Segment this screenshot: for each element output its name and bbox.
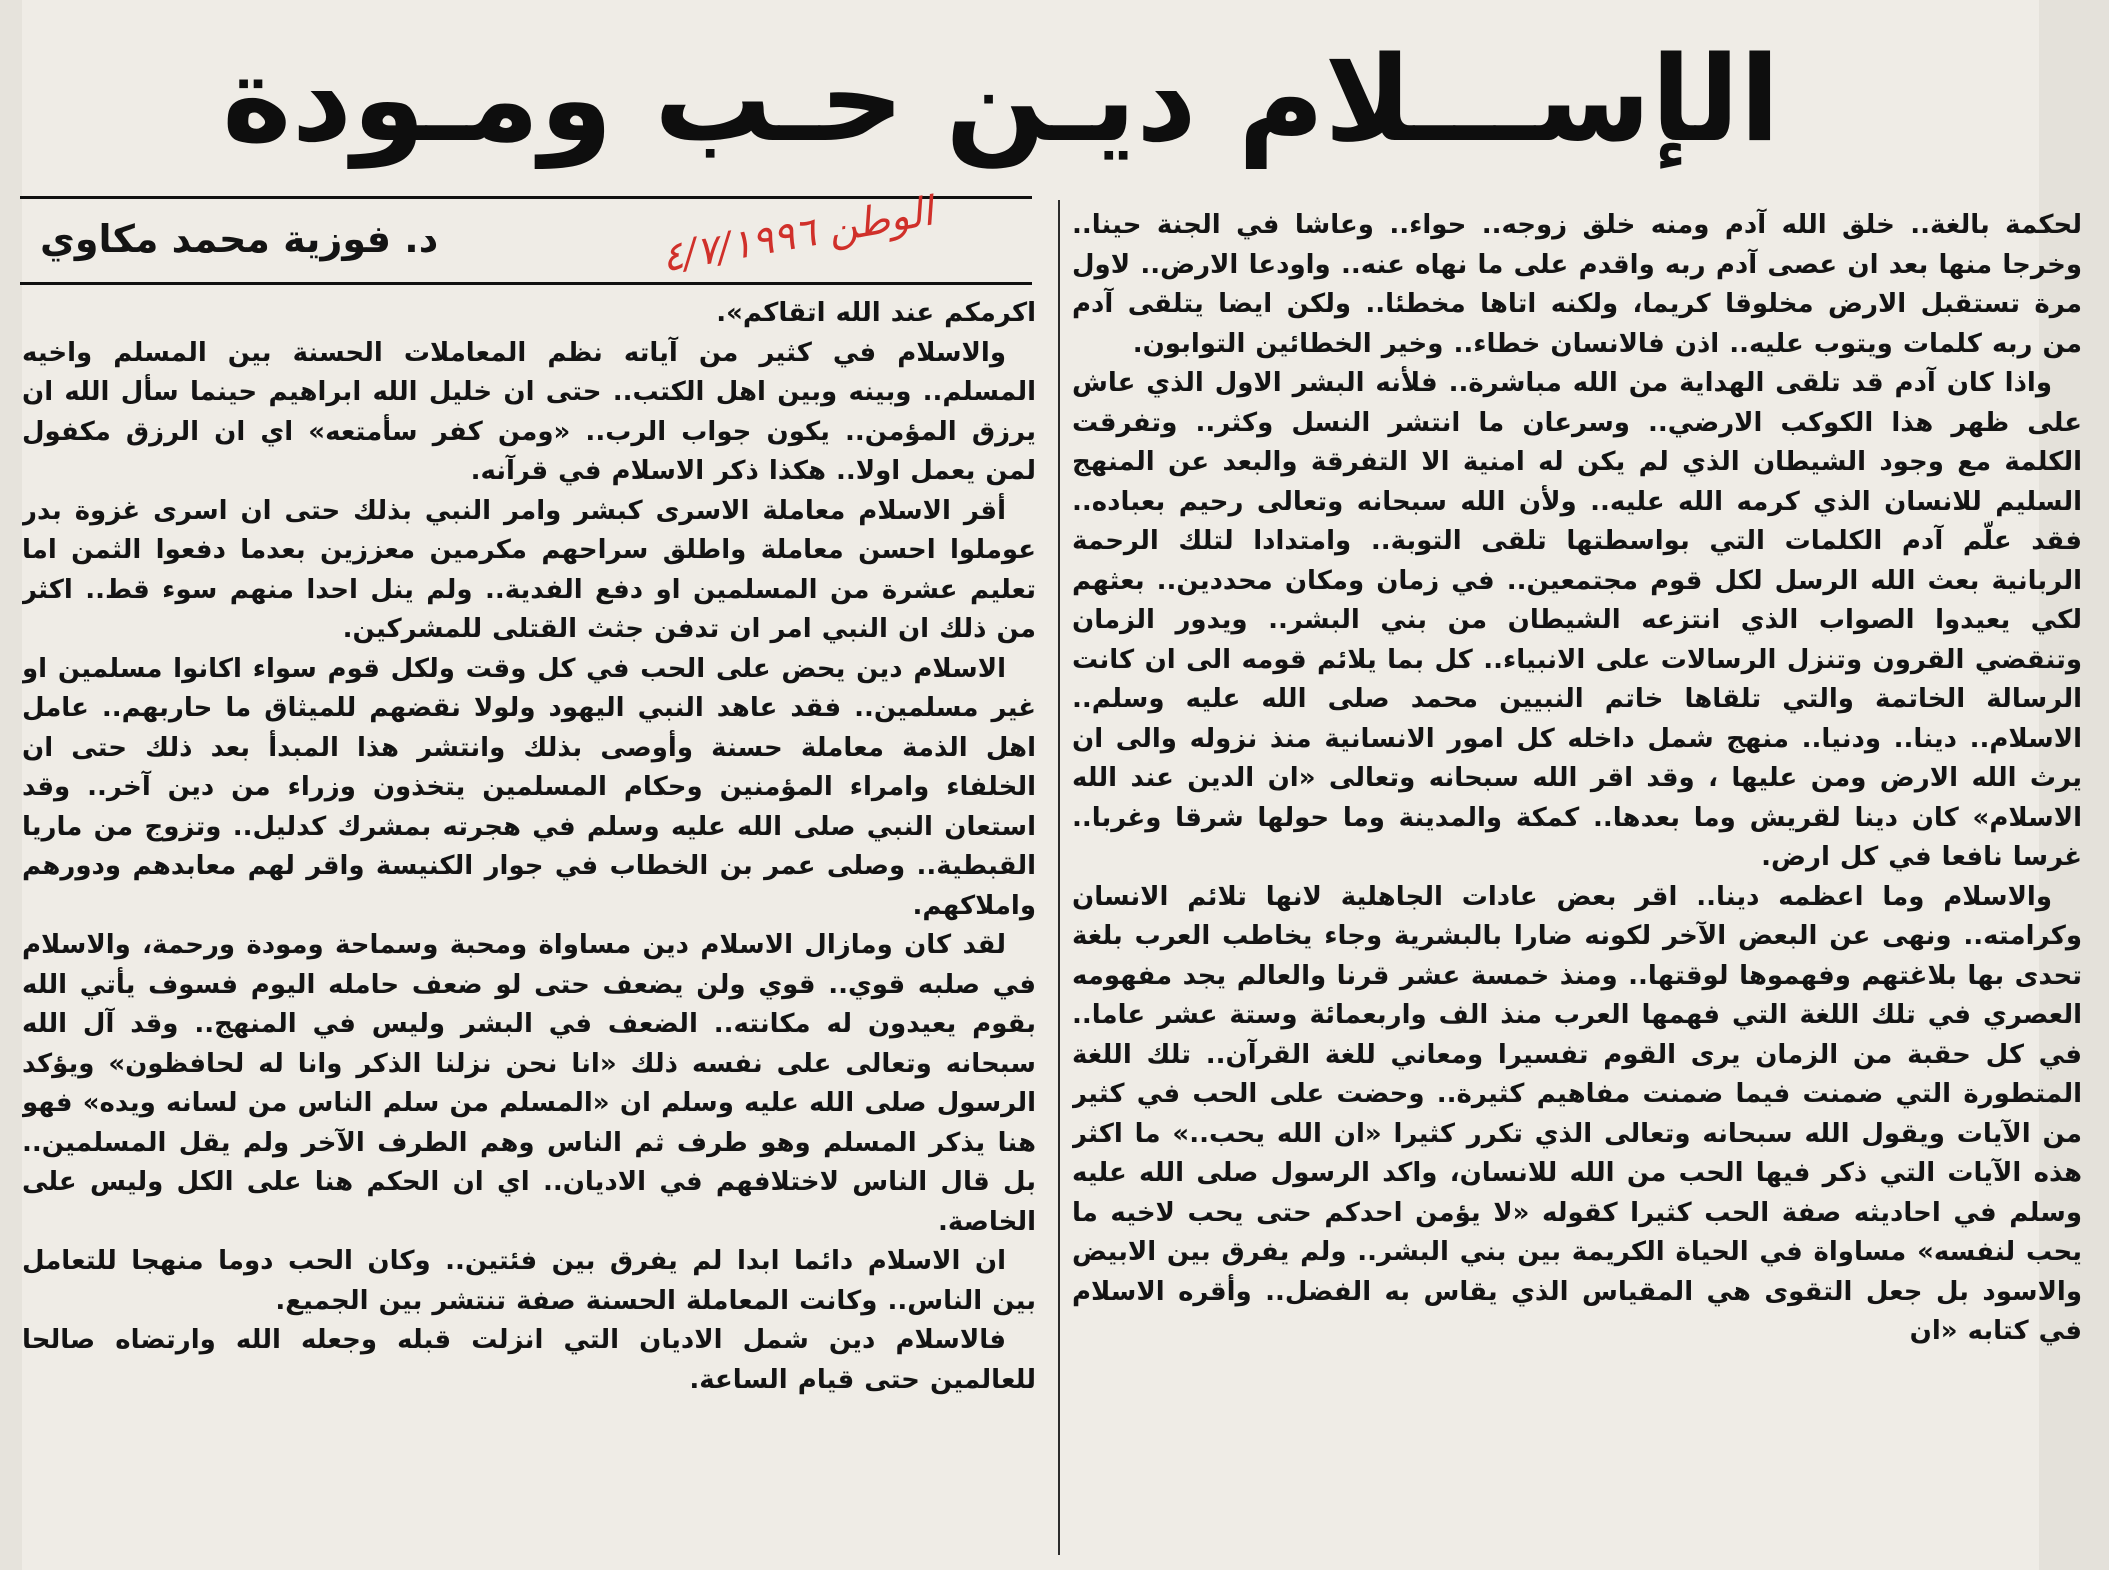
clipping-left-edge	[0, 0, 22, 1570]
article-column-right	[1072, 206, 2082, 1561]
paragraph: والاسلام في كثير من آياته نظم المعاملات الحسنة بين المسلم واخيه المسلم.. وبينه وبين اهل الكتب.. حتى ان خليل الله ابراهيم حينما سأل الله ان يرزق المؤمن.. يكون جواب الرب.. «ومن كفر سأمتعه» اي ان الرزق مكفول لمن يعمل اولا.. هكذا ذكر الاسلام في قرآنه.	[22, 337, 1036, 486]
paragraph: ان الاسلام دائما ابدا لم يفرق بين فئتين.. وكان الحب دوما منهجا للتعامل بين الناس.. وكانت المعاملة الحسنة صفة تنتشر بين الجميع.	[22, 1246, 1036, 1316]
byline-box	[20, 188, 1032, 282]
article-column-left	[22, 294, 1036, 1559]
paragraph: الاسلام دين يحض على الحب في كل وقت ولكل قوم سواء اكانوا مسلمين او غير مسلمين.. فقد عاهد النبي اليهود ولولا نقضهم للميثاق ما حاربهم.. عامل اهل الذمة معاملة حسنة وأوصى بذلك وانتشر هذا المبدأ بعد ذلك حتى ان الخلفاء وامراء المؤمنين وحكام المسلمين يتخذون وزراء من دين آخر.. وقد استعان النبي صلى الله عليه وسلم في هجرته بمشرك كدليل.. وتزوج من ماريا القبطية.. وصلى عمر بن الخطاب في جوار الكنيسة واقر لهم معابدهم ودورهم واملاكهم.	[22, 653, 1036, 921]
article-headline: الإســـلام ديـن حـب ومـودة	[221, 30, 1780, 168]
paragraph: واذا كان آدم قد تلقى الهداية من الله مباشرة.. فلأنه البشر الاول الذي عاش على ظهر هذا الكوكب الارضي.. وسرعان ما انتشر النسل وكثر.. وتفرقت الكلمة مع وجود الشيطان الذي لم يكن له امنية الا التفرقة والبعد عن المنهج السليم للانسان الذي كرمه الله عليه.. ولأن الله سبحانه وتعالى رحيم بعباده.. فقد علّم آدم الكلمات التي بواسطتها تلقى التوبة.. وامتدادا لتلك الرحمة الربانية بعث الله الرسل لكل قوم مجتمعين.. في زمان ومكان محددين.. بعثهم لكي يعيدوا الصواب الذي انتزعه الشيطان من بني البشر.. ويدور الزمان وتنقضي القرون وتنزل الرسالات على الانبياء.. كل بما يلائم قومه الى ان كانت الرسالة الخاتمة والتي تلقاها خاتم النبيين محمد صلى الله عليه وسلم.. الاسلام.. دينا.. ودنيا.. منهج شمل داخله كل امور الانسانية منذ نزوله والى ان يرث الله الارض ومن عليها ، وقد اقر الله سبحانه وتعالى «ان الدين عند الله الاسلام» كان دينا لقريش وما بعدها.. كمكة والمدينة وما حولها شرقا وغربا.. غرسا نافعا في كل ارض.	[1072, 368, 2082, 872]
paragraph: لحكمة بالغة.. خلق الله آدم ومنه خلق زوجه.. حواء.. وعاشا في الجنة حينا.. وخرجا منها بعد ان عصى آدم ربه واقدم على ما نهاه عنه.. واودعا الارض.. لاول مرة تستقبل الارض مخلوقا كريما، ولكنه اتاها مخطئا.. ولكن ايضا يتلقى آدم من ربه كلمات ويتوب عليه.. اذن فالانسان خطاء.. وخير الخطائين التوابون.	[1072, 210, 2082, 359]
handwritten-date-note: الوطن ٤/٧/١٩٩٦	[658, 188, 937, 282]
paragraph: أقر الاسلام معاملة الاسرى كبشر وامر النبي بذلك حتى ان اسرى غزوة بدر عوملوا احسن معاملة واطلق سراحهم مكرمين معززين بعدما دفعوا الثمن اما تعليم عشرة من المسلمين او دفع الفدية.. ولم ينل احدا منهم سوء قط.. اكثر من ذلك ان النبي امر ان تدفن جثث القتلى للمشركين.	[22, 495, 1036, 644]
article-author: د. فوزية محمد مكاوي	[40, 217, 439, 261]
paragraph: والاسلام وما اعظمه دينا.. اقر بعض عادات الجاهلية لانها تلائم الانسان وكرامته.. ونهى عن البعض الآخر لكونه ضارا بالبشرية وجاء يخاطب العرب بلغة تحدى بها بلاغتهم وفهموها لوقتها.. ومنذ خمسة عشر قرنا والعالم يجد مفهومه العصري في تلك اللغة التي فهمها العرب منذ الف واربعمائة وستة عشر عاما.. في كل حقبة من الزمان يرى القوم تفسيرا ومعاني للغة القرآن.. تلك اللغة المتطورة التي ضمنت فيما ضمنت مفاهيم كثيرة.. وحضت على الحب في كثير من الآيات ويقول الله سبحانه وتعالى الذي تكرر كثيرا «ان الله يحب..» ما اكثر هذه الآيات التي ذكر فيها الحب من الله للانسان، واكد الرسول صلى الله عليه وسلم في احاديثه صفة الحب كثيرا كقوله «لا يؤمن احدكم حتى يحب لاخيه ما يحب لنفسه» مساواة في الحياة الكريمة بين بني البشر.. ولم يفرق بين الابيض والاسود بل جعل التقوى هي المقياس الذي يقاس به الفضل.. وأقره الاسلام في كتابه «ان	[1072, 881, 2082, 1346]
paragraph: اكرمكم عند الله اتقاكم».	[716, 298, 1036, 328]
column-divider	[1058, 200, 1060, 1555]
paragraph: لقد كان ومازال الاسلام دين مساواة ومحبة وسماحة ومودة ورحمة، والاسلام في صلبه قوي.. قوي ولن يضعف حتى لو ضعف حامله اليوم فسوف يأتي الله بقوم يعيدون له مكانته.. الضعف في البشر وليس في المنهج.. وقد آل الله سبحانه وتعالى على نفسه ذلك «انا نحن نزلنا الذكر وانا له لحافظون» ويؤكد الرسول صلى الله عليه وسلم ان «المسلم من سلم الناس من لسانه ويده» فهو هنا يذكر المسلم وهو طرف ثم الناس وهم الطرف الآخر ولم يقل المسلمين.. بل قال الناس لاختلافهم في الاديان.. اي ان الحكم هنا على الكل وليس على الخاصة.	[22, 930, 1036, 1237]
paragraph: فالاسلام دين شمل الاديان التي انزلت قبله وجعله الله وارتضاه صالحا للعالمين حتى قيام الساعة.	[22, 1325, 1036, 1395]
byline-bottom-rule	[20, 282, 1032, 285]
